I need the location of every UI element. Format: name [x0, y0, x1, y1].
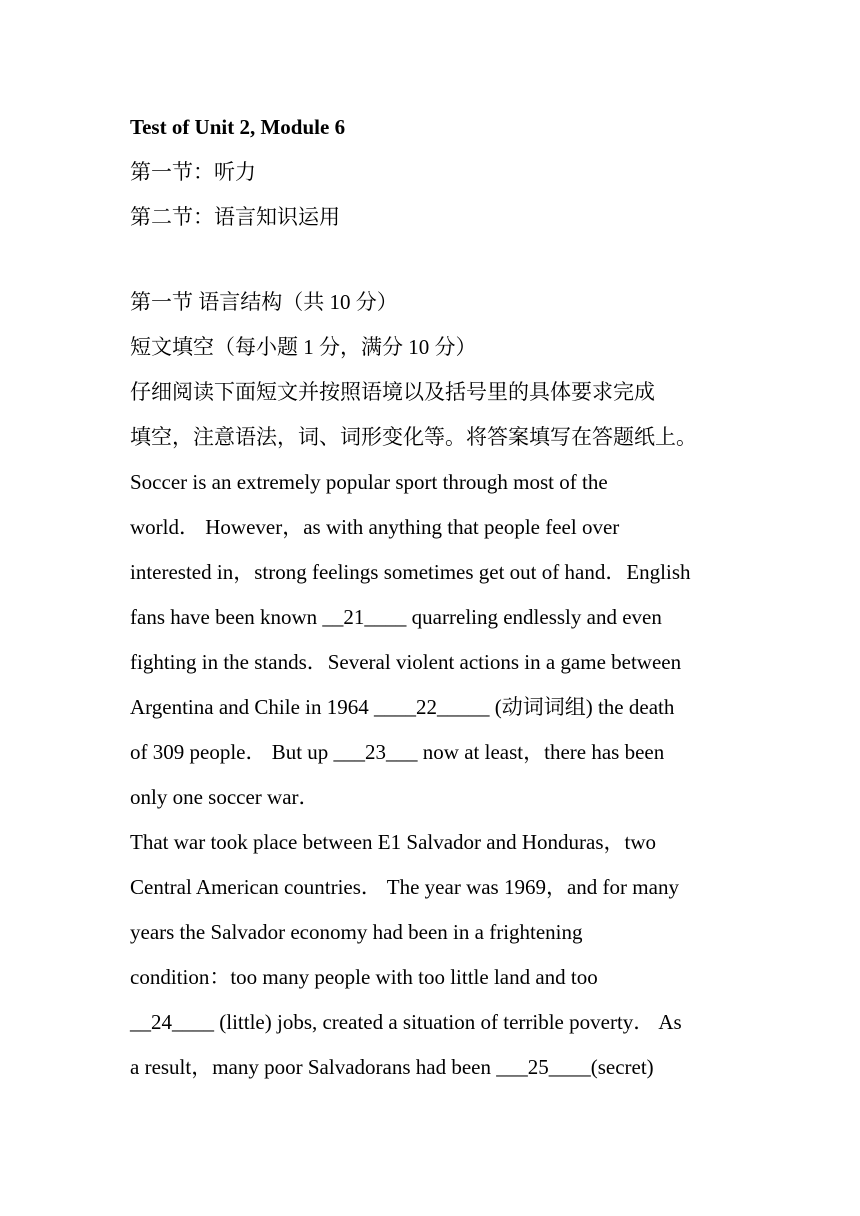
- section-listening: 第一节：听力: [130, 160, 256, 184]
- document-page: [130, 105, 740, 1090]
- document-title: Test of Unit 2, Module 6: [130, 115, 346, 139]
- passage-line: world． However，as with anything that people feel over: [130, 515, 620, 539]
- spacer: [130, 240, 740, 280]
- passage-line: only one soccer war．: [130, 785, 320, 809]
- passage-line: years the Salvador economy had been in a frightening: [130, 920, 583, 944]
- part-heading: 第一节 语言结构（共 10 分）: [130, 290, 398, 314]
- instruction-line: 填空，注意语法，词、词形变化等。将答案填写在答题纸上。: [130, 425, 697, 449]
- passage-line: __24____ (little) jobs, created a situation of terrible poverty． As: [130, 1010, 682, 1034]
- section-language-knowledge: 第二节：语言知识运用: [130, 205, 340, 229]
- instruction-line: 仔细阅读下面短文并按照语境以及括号里的具体要求完成: [130, 380, 655, 404]
- passage-line: interested in，strong feelings sometimes get out of hand．English: [130, 560, 691, 584]
- task-heading: 短文填空（每小题 1 分，满分 10 分）: [130, 335, 477, 359]
- passage-line: Central American countries． The year was 1969，and for many: [130, 875, 679, 899]
- passage-line: a result，many poor Salvadorans had been ___25____(secret): [130, 1055, 654, 1079]
- passage-line: of 309 people． But up ___23___ now at least，there has been: [130, 740, 665, 764]
- passage-line: fighting in the stands．Several violent actions in a game between: [130, 650, 682, 674]
- passage-line: That war took place between E1 Salvador and Honduras，two: [130, 830, 657, 854]
- passage-line: Argentina and Chile in 1964 ____22_____ (动词词组) the death: [130, 695, 675, 719]
- passage-line: Soccer is an extremely popular sport through most of the: [130, 470, 608, 494]
- passage-line: condition：too many people with too little land and too: [130, 965, 598, 989]
- passage-line: fans have been known __21____ quarreling endlessly and even: [130, 605, 662, 629]
